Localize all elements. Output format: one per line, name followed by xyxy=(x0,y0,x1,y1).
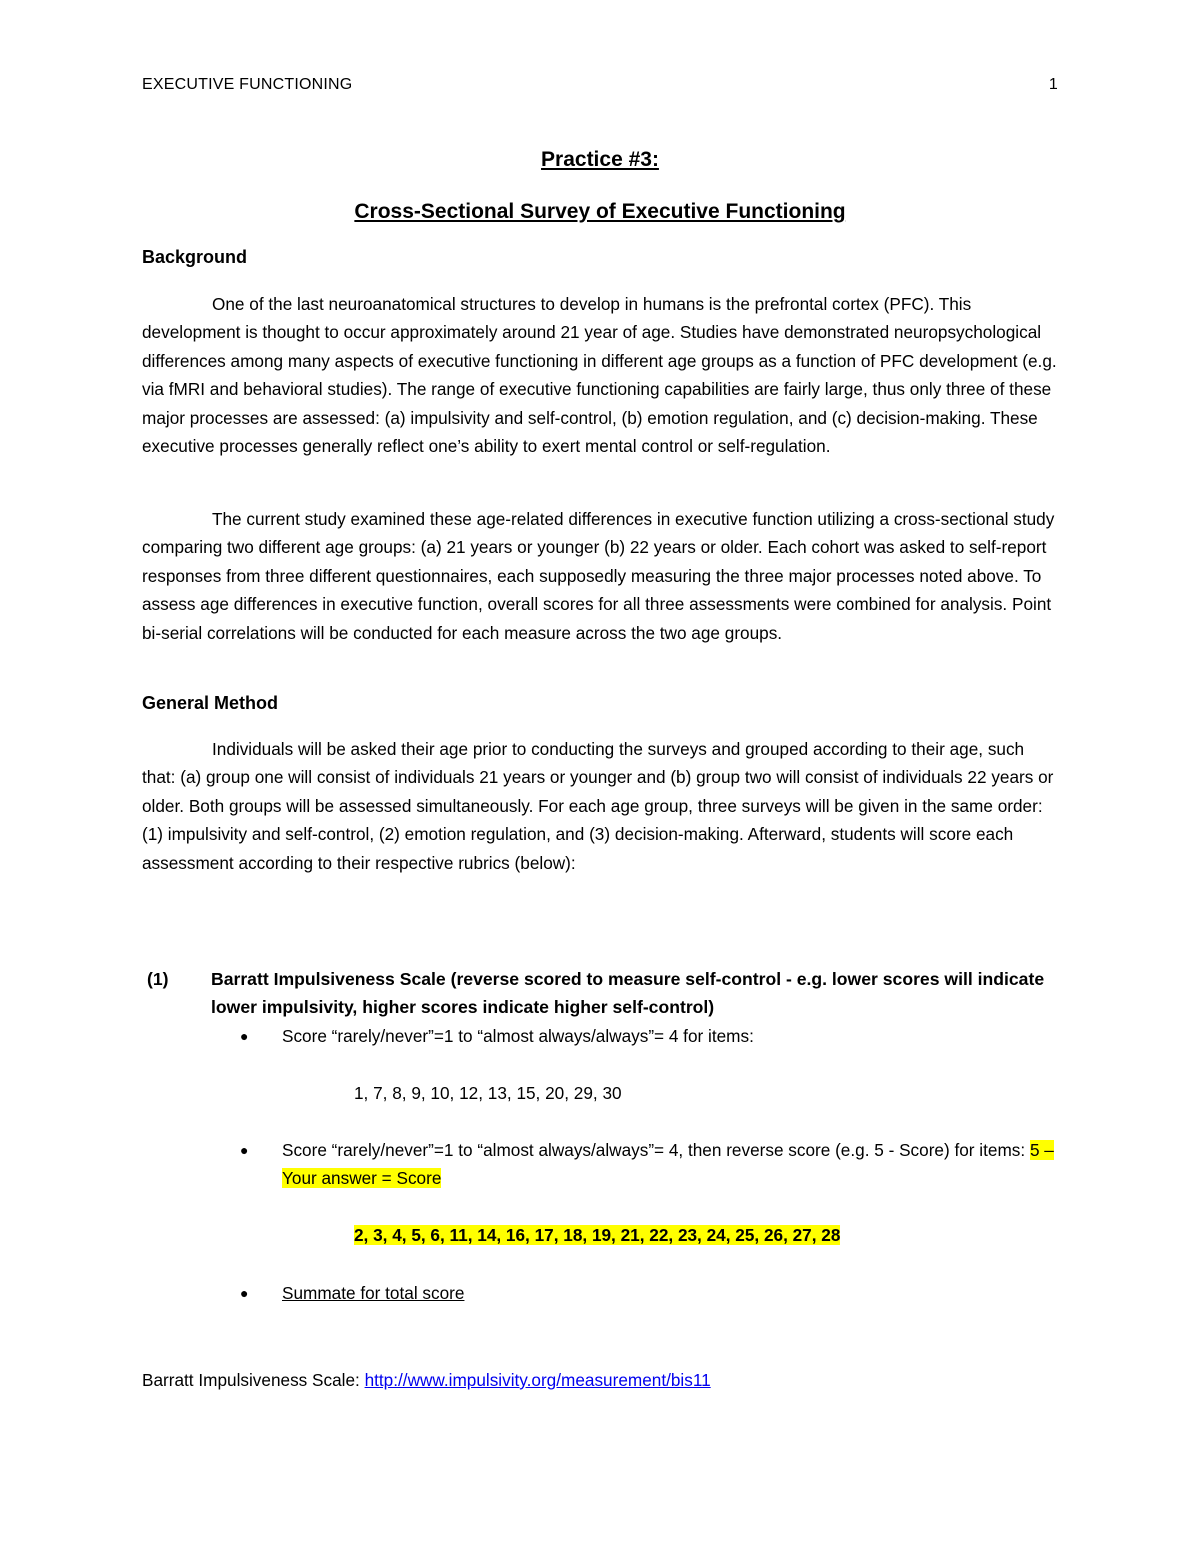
bullet-text xyxy=(282,1136,1070,1193)
document-subtitle: Cross-Sectional Survey of Executive Functioning xyxy=(354,200,846,223)
forward-scored-items: 1, 7, 8, 9, 10, 12, 13, 15, 20, 29, 30 xyxy=(354,1083,622,1103)
running-head-title: EXECUTIVE FUNCTIONING xyxy=(142,76,353,93)
running-head xyxy=(142,76,1058,94)
reverse-scored-items xyxy=(354,1221,840,1249)
page-number: 1 xyxy=(1048,76,1058,93)
document-title: Practice #3: xyxy=(541,148,659,171)
reference-line xyxy=(142,1366,711,1394)
scale-1-bullet-2 xyxy=(240,1136,1070,1193)
scale-1-heading xyxy=(147,965,1047,1022)
reference-label: Barratt Impulsiveness Scale: xyxy=(142,1370,365,1390)
reverse-scored-items-text: 2, 3, 4, 5, 6, 11, 14, 16, 17, 18, 19, 21, 22, 23, 24, 25, 26, 27, 28 xyxy=(354,1225,841,1245)
background-paragraph-2: The current study examined these age-related differences in executive function utilizing a cross-sectional study comparing two different age groups: (a) 21 years or younger (b) 22 years or older. Each cohort was asked to self-report responses from three different questionnaires, each supposedly measuring the three major processes noted above. To assess age differences in executive function, overall scores for all three assessments were combined for analysis. Point bi-serial correlations will be conducted for each measure across the two age groups. xyxy=(142,509,1055,643)
scale-1-number: (1) xyxy=(147,969,169,989)
bullet-2-text: Score “rarely/never”=1 to “almost always/always”= 4, then reverse score (e.g. 5 - Score) for items: xyxy=(282,1140,1030,1160)
bullet-icon: ● xyxy=(240,1142,249,1158)
bullet-icon: ● xyxy=(240,1028,249,1044)
general-method-paragraph: Individuals will be asked their age prior to conducting the surveys and grouped according to their age, such that: (a) group one will consist of individuals 21 years or younger and (b) group two will consist of individuals 22 years or older. Both groups will be assessed simultaneously. For each age group, three surveys will be given in the same order: (1) impulsivity and self-control, (2) emotion regulation, and (3) decision-making. Afterward, students will score each assessment according to their respective rubrics (below): xyxy=(142,739,1054,873)
reverse-score-formula: 5 – Your answer = Score xyxy=(282,1140,1054,1189)
scale-1-bullet-1 xyxy=(240,1022,1070,1050)
background-heading: Background xyxy=(142,247,248,267)
background-paragraph-1: One of the last neuroanatomical structures to develop in humans is the prefrontal cortex (PFC). This development is thought to occur approximately around 21 year of age. Studies have demonstrated neuropsychological differences among many aspects of executive functioning in different age groups as a function of PFC development (e.g. via fMRI and behavioral studies). The range of executive functioning capabilities are fairly large, thus only three of these major processes are assessed: (a) impulsivity and self-control, (b) emotion regulation, and (c) decision-making. These executive processes generally reflect one’s ability to exert mental control or self-regulation. xyxy=(142,294,1057,457)
reference-link[interactable]: http://www.impulsivity.org/measurement/bis11 xyxy=(364,1370,711,1390)
summate-instruction: Summate for total score xyxy=(282,1283,465,1303)
scale-1-bullet-3 xyxy=(240,1279,1070,1307)
bullet-text: Score “rarely/never”=1 to “almost always/always”= 4 for items: xyxy=(282,1026,754,1046)
bullet-icon: ● xyxy=(240,1285,249,1301)
general-method-heading: General Method xyxy=(142,693,279,713)
scale-1-title: Barratt Impulsiveness Scale (reverse scored to measure self-control - e.g. lower scores will indicate lower impulsivity, higher scores indicate higher self-control) xyxy=(211,969,1045,1018)
